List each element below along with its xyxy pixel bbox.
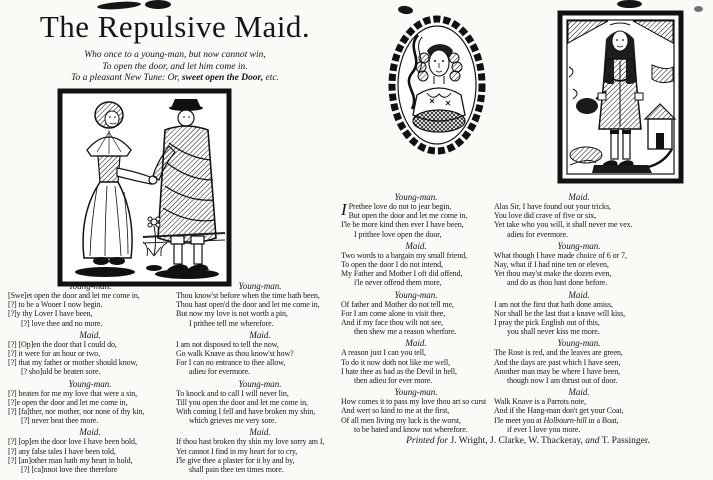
stanza [8, 427, 172, 474]
verse-line: Yet cannot I find in my heart for to cry, [176, 446, 298, 456]
verse-line: [?] [op]en the door love I have been bold, [8, 437, 137, 447]
verse-line: For I can no entrance to thee allow, [176, 358, 286, 368]
verse-line: Thou hast open'd the door and let me come in, [176, 300, 320, 310]
subtitle-line-1: Who once to a young-man, but now cannot win, [84, 50, 266, 60]
ink-smudge [694, 6, 703, 12]
stanza [341, 241, 491, 288]
ballad-column-1 [8, 281, 172, 476]
stanza-speaker: Young-man. [557, 240, 601, 251]
imprint-line: Printed for J. Wright, J. Clarke, W. Thackeray, and T. Passinger. [406, 436, 650, 446]
stanza [341, 192, 491, 239]
verse-line: Of father and Mother do not tell me, [341, 299, 454, 309]
stanza-speaker: Maid. [405, 240, 427, 251]
stanza-speaker: Young-man. [557, 338, 601, 349]
verse-line: adieu for evermore. [507, 229, 568, 239]
verse-line: though now I am thrust out of door. [507, 376, 618, 386]
verse-line: [?] never beat thee more. [21, 416, 99, 426]
verse-line: Walk Knave is a Parrots note, [494, 397, 586, 407]
verse-line: Alas Sir, I have found out your tricks, [494, 202, 611, 211]
stanza-speaker: Maid. [249, 329, 271, 340]
woodcut-couple-image [57, 88, 232, 287]
verse-line: And wert so kind to me at the first, [341, 406, 450, 416]
verse-line: And if my face thou wilt not see, [341, 318, 444, 328]
verse-line: I Prethee love do not to jear begin, [341, 200, 452, 219]
verse-line: [?] love thee and no more. [21, 318, 103, 328]
verse-line: to be hated and know not wherefore. [354, 424, 468, 434]
subtitle [8, 50, 342, 85]
verse-line: [?] [fa]ther, nor mother, nor none of thy kin, [8, 407, 145, 417]
verse-line: Till you open the door and let me come in, [176, 397, 308, 407]
verse-line: Of all men living my luck is the worst, [341, 415, 461, 425]
stanza [494, 241, 664, 288]
stanza-speaker: Maid. [79, 427, 101, 438]
stanza-speaker: Young-man. [68, 281, 112, 291]
stanza [8, 330, 172, 377]
verse-line: Yet take who you will, it shall never me vex. [494, 220, 633, 230]
verse-line: [?] to be a Wooer I now begin. [8, 300, 103, 310]
stanza-speaker: Young-man. [394, 192, 438, 202]
ballad-column-3 [341, 192, 491, 436]
verse-line: Nor shall be the last that a knave will kiss, [494, 308, 626, 318]
verse-line: And the days are past which I have seen, [494, 357, 621, 367]
verse-line: [Swe]et open the door and let me come in, [8, 291, 140, 300]
stanza [494, 192, 664, 239]
verse-line: But now my love is not worth a pin, [176, 309, 288, 319]
ballad-column-2 [176, 281, 344, 476]
verse-line: To do it now doth not like me well, [341, 357, 451, 367]
stanza-speaker: Young-man. [68, 378, 112, 389]
stanza-speaker: Maid. [405, 338, 427, 349]
drop-cap: I [341, 200, 347, 219]
stanza [176, 379, 344, 426]
verse-line: if ever I love you more. [507, 424, 581, 434]
verse-line: I prithee love open the door, [354, 229, 442, 239]
verse-line: With coming I fell and have broken my shin, [176, 407, 316, 417]
verse-line: [?] [an]other man hath my heart in hold, [8, 455, 133, 465]
verse-line: then shew me a reason wherfore. [354, 327, 457, 337]
stanza-speaker: Maid. [568, 387, 590, 398]
ballad-column-4 [494, 192, 664, 436]
ink-smudge [145, 0, 171, 9]
verse-line: [?] [ca]nnot love thee therefore [21, 465, 118, 475]
stanza-speaker: Maid. [79, 329, 101, 340]
woodcut-oval-portrait-image [388, 13, 487, 163]
subtitle-line-2: To open the door, and let him come in. [102, 61, 248, 72]
stanza [341, 290, 491, 337]
stanza [494, 338, 664, 385]
stanza-speaker: Young-man. [238, 281, 282, 291]
verse-line: You love did crave of five or six, [494, 211, 596, 221]
verse-line: i'le never offend them more, [354, 278, 442, 288]
verse-line: I prithee tell me wherefore. [189, 318, 274, 328]
stanza [8, 379, 172, 426]
stanza-speaker: Young-man. [238, 378, 282, 389]
verse-line: I pray the pick English out of this, [494, 318, 600, 328]
verse-line: [?] [Op]en the door that I could do, [8, 339, 117, 349]
verse-line: [?] beaten for me my love that were a sin, [8, 388, 138, 398]
verse-line: A reason just I can you tell, [341, 348, 426, 358]
verse-line: Yet thou may'st make the dozen even, [494, 269, 612, 279]
verse-line: Two words to a bargain my small friend, [341, 250, 468, 260]
verse-line: Another man may be where I have been, [494, 366, 621, 376]
stanza [341, 338, 491, 385]
verse-line: I'le give thee a plaster for it by and by, [176, 455, 295, 465]
verse-line: To open the door I do not intend, [341, 260, 443, 270]
verse-line: then adieu for ever more. [354, 376, 433, 386]
verse-line: shall pain thee ten times more. [189, 465, 284, 475]
verse-line: What though I have made choice of 6 or 7, [494, 250, 627, 260]
verse-line: I'le meet you at Holbourn-hill in a Boat, [494, 415, 619, 425]
verse-line: Go walk Knave as thou know'st how? [176, 349, 294, 359]
verse-line: [?]e open the door and let me come in, [8, 397, 128, 407]
stanza [494, 387, 664, 434]
stanza-speaker: Maid. [568, 192, 590, 202]
stanza-speaker: Maid. [568, 289, 590, 300]
stanza [8, 281, 172, 328]
verse-line: The Rose is red, and the leaves are green, [494, 348, 623, 358]
subtitle-line-3: To a pleasant New Tune: Or, sweet open the Door, etc. [71, 73, 279, 83]
page-title: The Repulsive Maid. [39, 9, 311, 44]
verse-line: I am not the first that hath done amiss, [494, 299, 613, 309]
stanza [176, 281, 344, 328]
verse-line: which grieves me very sore. [189, 416, 277, 426]
stanza-speaker: Maid. [249, 427, 271, 438]
verse-line: To knock and to call I will never lin, [176, 388, 289, 398]
verse-line: For I am come alone to visit thee, [341, 308, 446, 318]
woodcut-young-man-image [556, 7, 685, 189]
stanza [341, 387, 491, 434]
verse-line: If thou hast broken thy shin my love sorry am I, [176, 437, 325, 447]
verse-line: My Father and Mother I oft did offend, [341, 269, 463, 279]
verse-line: [?] it were for an hour or two, [8, 349, 100, 359]
stanza [176, 330, 344, 377]
verse-line: I hate thee as bad as the Devil in hell, [341, 366, 457, 376]
stanza [494, 290, 664, 337]
verse-line: [?]y thy Lover I have been, [8, 309, 93, 319]
verse-line: [?] that my father or mother should know, [8, 358, 138, 368]
verse-line: [?] any false tales I have been told, [8, 446, 116, 456]
verse-line: and do as thou hast done before. [507, 278, 608, 288]
verse-line: Thou know'st before when the time hath been, [176, 291, 320, 300]
verse-line: Nay, what if I had nine ten or eleven, [494, 260, 609, 270]
stanza-speaker: Young-man. [394, 387, 438, 398]
verse-line: adieu for evermore. [189, 367, 250, 377]
stanza [176, 427, 344, 474]
verse-line: And if the Hang-man don't get your Coat, [494, 406, 624, 416]
verse-line: I am not disposed to tell the now, [176, 339, 279, 349]
verse-line: I'le be more kind then ever I have been, [341, 220, 464, 230]
verse-line: How comes it to pass my love thou art so curst [341, 397, 487, 407]
verse-line: But open the door and let me come in, [348, 211, 468, 221]
verse-line: you shall never kiss me more. [507, 327, 600, 337]
verse-line: [? sho]uld be beaten sore. [21, 367, 101, 377]
stanza-speaker: Young-man. [394, 289, 438, 300]
